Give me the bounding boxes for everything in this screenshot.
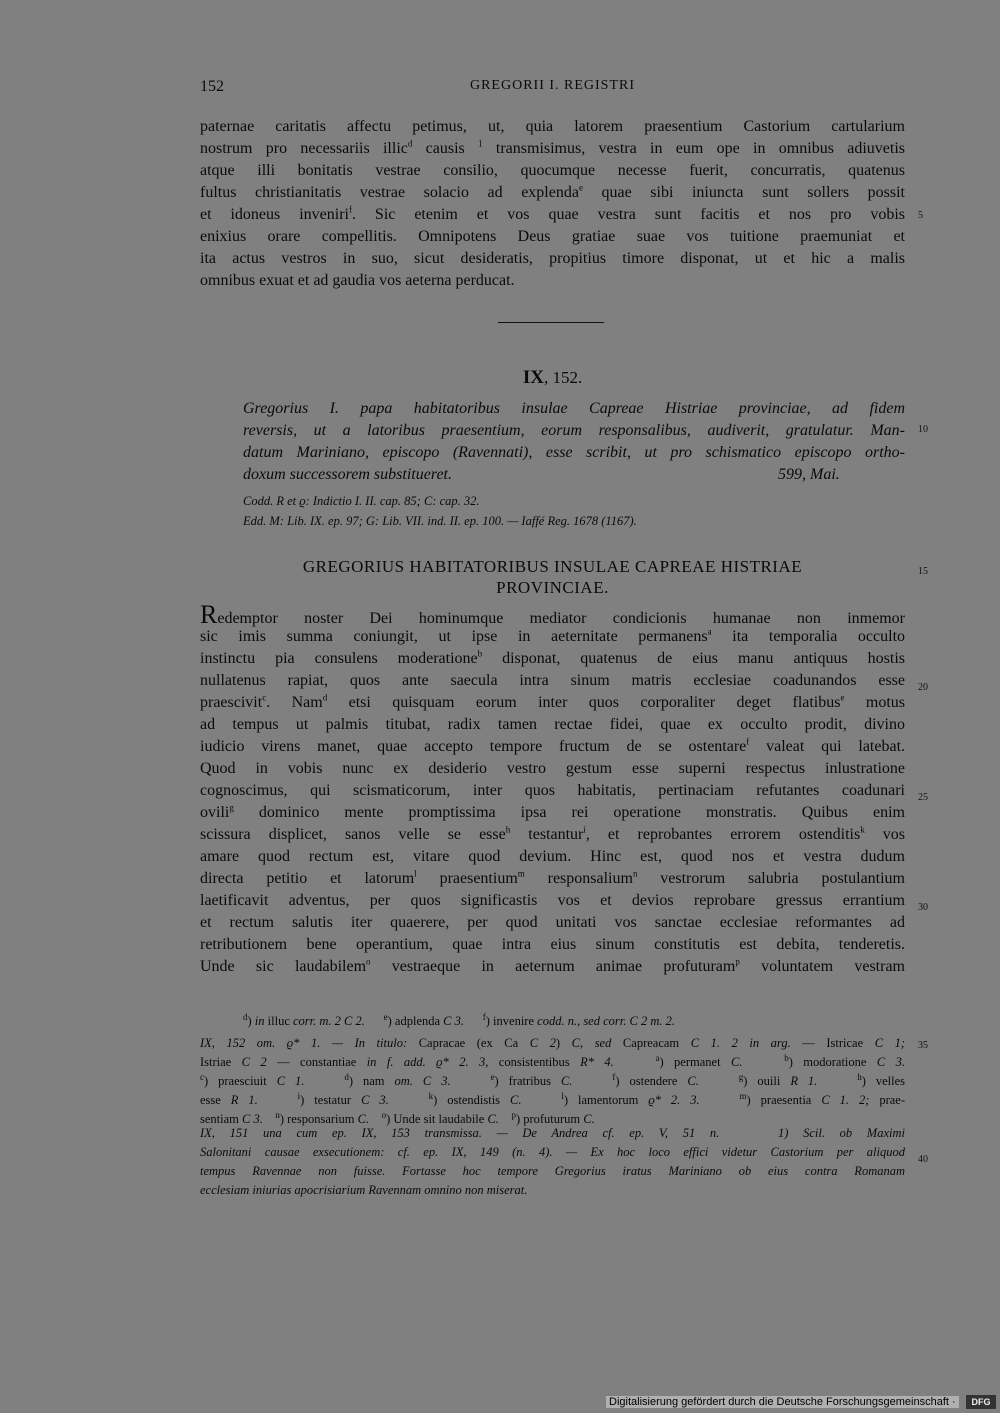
text-line: et idoneus inveniri$^f$. Sic etenim et vos quae vestra sunt facitis et nos pro vobis xyxy=(200,204,906,223)
letter-line: scissura displicet, sanos velle se esse$^h$ testantur$^i$, et reprobantes errorem ostenditis$^k$ vos xyxy=(200,824,906,843)
text-line: fultus christianitatis vestrae solacio ad explenda$^e$ quae sibi iniuncta sunt sollers possit xyxy=(200,182,905,201)
summary-line: doxum successorem substitueret. xyxy=(243,466,452,483)
summary-line: reversis, ut a latoribus praesentium, eorum responsalibus, audiverit, gratulatur. Man- xyxy=(243,422,905,439)
letter-line: praescivit$^c$. Nam$^d$ etsi quisquam eorum inter quos corporaliter deget flatibus$^e$ motus xyxy=(200,692,905,711)
text-line: paternae caritatis affectu petimus, ut, quia latorem praesentium Castorium cartularium xyxy=(200,118,905,135)
note-line: IX, 151 una cum ep. IX, 153 transmissa. — De Andrea cf. ep. V, 51 n. 1) Scil. ob Maximi xyxy=(200,1126,905,1140)
letter-first-line-text: edemptor noster Dei hominumque mediator condicionis humanae non inmemor xyxy=(217,610,905,627)
document-title xyxy=(200,556,905,598)
note-line: tempus Ravennae non fuisse. Fortasse hoc tempore Gregorius iratus Mariniano ob eius contra Romanam xyxy=(200,1164,905,1178)
margin-line-number: 20 xyxy=(918,682,928,693)
page-number: 152 xyxy=(200,78,224,95)
section-book: IX xyxy=(522,367,544,388)
dfg-logo-icon: DFG xyxy=(966,1395,996,1409)
margin-line-number: 10 xyxy=(918,424,928,435)
section-number: , 152. xyxy=(543,368,583,387)
drop-capital: R xyxy=(200,600,218,629)
letter-line: directa petitio et latorum$^l$ praesentium$^m$ responsalium$^n$ vestrorum salubria postulantium xyxy=(200,868,906,887)
summary-line: datum Mariniano, episcopo (Ravennati), esse scribit, ut pro schismatico episcopo ortho- xyxy=(243,444,905,461)
text-line: nostrum pro necessariis illic$^d$ causis $^1$ transmisimus, vestra in eum ope in omnibus adiuvetis xyxy=(200,138,905,157)
apparatus-line: Istriae C 2 — constantiae in f. add. ϱ* 2. 3, consistentibus R* 4. $^a$) permanet C. $^b$) modoratione C 3. xyxy=(200,1052,906,1069)
section-divider xyxy=(498,322,604,323)
apparatus-line: IX, 152 om. ϱ* 1. — In titulo: Capracae (ex Ca C 2) C, sed Capreacam C 1. 2 in arg. — Istricae C 1; xyxy=(200,1036,906,1050)
letter-line: nullatenus rapiat, quos ante saecula intra sinum matris ecclesiae coadunandos esse xyxy=(200,672,905,689)
letter-line: ad tempus ut palmis titubat, radix tamen rectae fidei, quae ex occulto prodit, divino xyxy=(200,716,905,733)
note-line: Salonitani causae exsecutionem: cf. ep. IX, 149 (n. 4). — Ex hoc loco effici videtur Castorium per aliquod xyxy=(200,1145,905,1159)
text-line: omnibus exuat et ad gaudia vos aeterna perducat. xyxy=(200,272,515,289)
text-line: ita actus vestros in suo, sicut desideratis, propitius timore disponat, ut et hic a malis xyxy=(200,250,905,267)
margin-line-number: 40 xyxy=(918,1154,928,1165)
apparatus-line: esse R 1. $^i$) testatur C 3. $^k$) ostendistis C. $^l$) lamentorum ϱ* 2. 3. $^m$) praesentia C 1. 2; prae- xyxy=(200,1090,906,1107)
margin-line-number: 5 xyxy=(918,210,923,221)
summary-line: Gregorius I. papa habitatoribus insulae Capreae Histriae provinciae, ad fidem xyxy=(243,400,905,417)
codices-line: Codd. R et ϱ: Indictio I. II. cap. 85; C: cap. 32. xyxy=(243,494,480,508)
letter-line: Unde sic laudabilem$^o$ vestraeque in aeternum animae profuturam$^p$ voluntatem vestram xyxy=(200,956,906,975)
letter-line: cognoscimus, qui scismaticorum, inter quos habitatis, pertinaciam refutantes coadunari xyxy=(200,782,905,799)
letter-line: instinctu pia consulens moderatione$^b$ disponat, quatenus de eius manu antiquus hostis xyxy=(200,648,905,667)
margin-line-number: 35 xyxy=(918,1040,928,1051)
letter-line: ovili$^g$ dominico mente promptissima ipsa rei operatione monstratis. Quibus enim xyxy=(200,802,905,821)
footer-credit: Digitalisierung gefördert durch die Deutsche Forschungsgemeinschaft · xyxy=(606,1396,959,1408)
document-title-line: GREGORIUS HABITATORIBUS INSULAE CAPREAE HISTRIAE xyxy=(302,557,803,576)
margin-line-number: 15 xyxy=(918,566,928,577)
text-line: atque illi bonitatis vestrae consilio, quocumque necesse fuerit, concurratis, quatenus xyxy=(200,162,905,179)
apparatus-line: sentiam C 3. $^n$) responsarium C. $^o$) Unde sit laudabile C. $^p$) profuturum C. xyxy=(200,1109,595,1126)
letter-line: et rectum salutis iter quaerere, per quod unitati vos sanctae ecclesiae reformantes ad xyxy=(200,914,905,931)
letter-line: amare quod rectum est, vitare quod devium. Hinc est, quod nos et vestra dudum xyxy=(200,848,905,865)
apparatus-line: $^c$) praesciuit C 1. $^d$) nam om. C 3. $^e$) fratribus C. $^f$) ostendere C. $^g$) ouili R 1. $^h$) velles xyxy=(200,1071,906,1088)
section-heading xyxy=(200,367,905,389)
document-title-line: PROVINCIAE. xyxy=(496,578,609,597)
note-line: ecclesiam iniurias apocrisiarium Ravennam omnino non miserat. xyxy=(200,1183,528,1197)
letter-line: iudicio virens manet, quae accepto tempore fructum de se ostentare$^f$ valeat qui latebat. xyxy=(200,736,906,755)
letter-line: Quod in vobis nunc ex desiderio vestro gestum esse superni respectus inlustratione xyxy=(200,760,905,777)
letter-line: sic imis summa coniungit, ut ipse in aeternitate permanens$^a$ ita temporalia occulto xyxy=(200,626,906,645)
apparatus-first xyxy=(243,1012,675,1031)
letter-line: laetificavit adventus, per quos significastis vos et devios reprobare gressus errantium xyxy=(200,892,905,909)
letter-line: retributionem bene operantium, quae intra eius sinum constitutis est debita, tenderetis. xyxy=(200,936,905,953)
margin-line-number: 30 xyxy=(918,902,928,913)
letter-date: 599, Mai. xyxy=(778,466,840,483)
margin-line-number: 25 xyxy=(918,792,928,803)
codices-line: Edd. M: Lib. IX. ep. 97; G: Lib. VII. ind. II. ep. 100. — Iaffé Reg. 1678 (1167). xyxy=(243,514,637,528)
running-title: GREGORII I. REGISTRI xyxy=(469,78,636,93)
text-line: enixius orare compellitis. Omnipotens Deus gratiae suae vos tuitione praemuniat et xyxy=(200,228,905,245)
apparatus-note: $^d$) in illuc corr. m. 2 C 2. $^e$) adplenda C 3. $^f$) invenire codd. n., sed corr. C 2 m. 2. xyxy=(243,1011,675,1028)
